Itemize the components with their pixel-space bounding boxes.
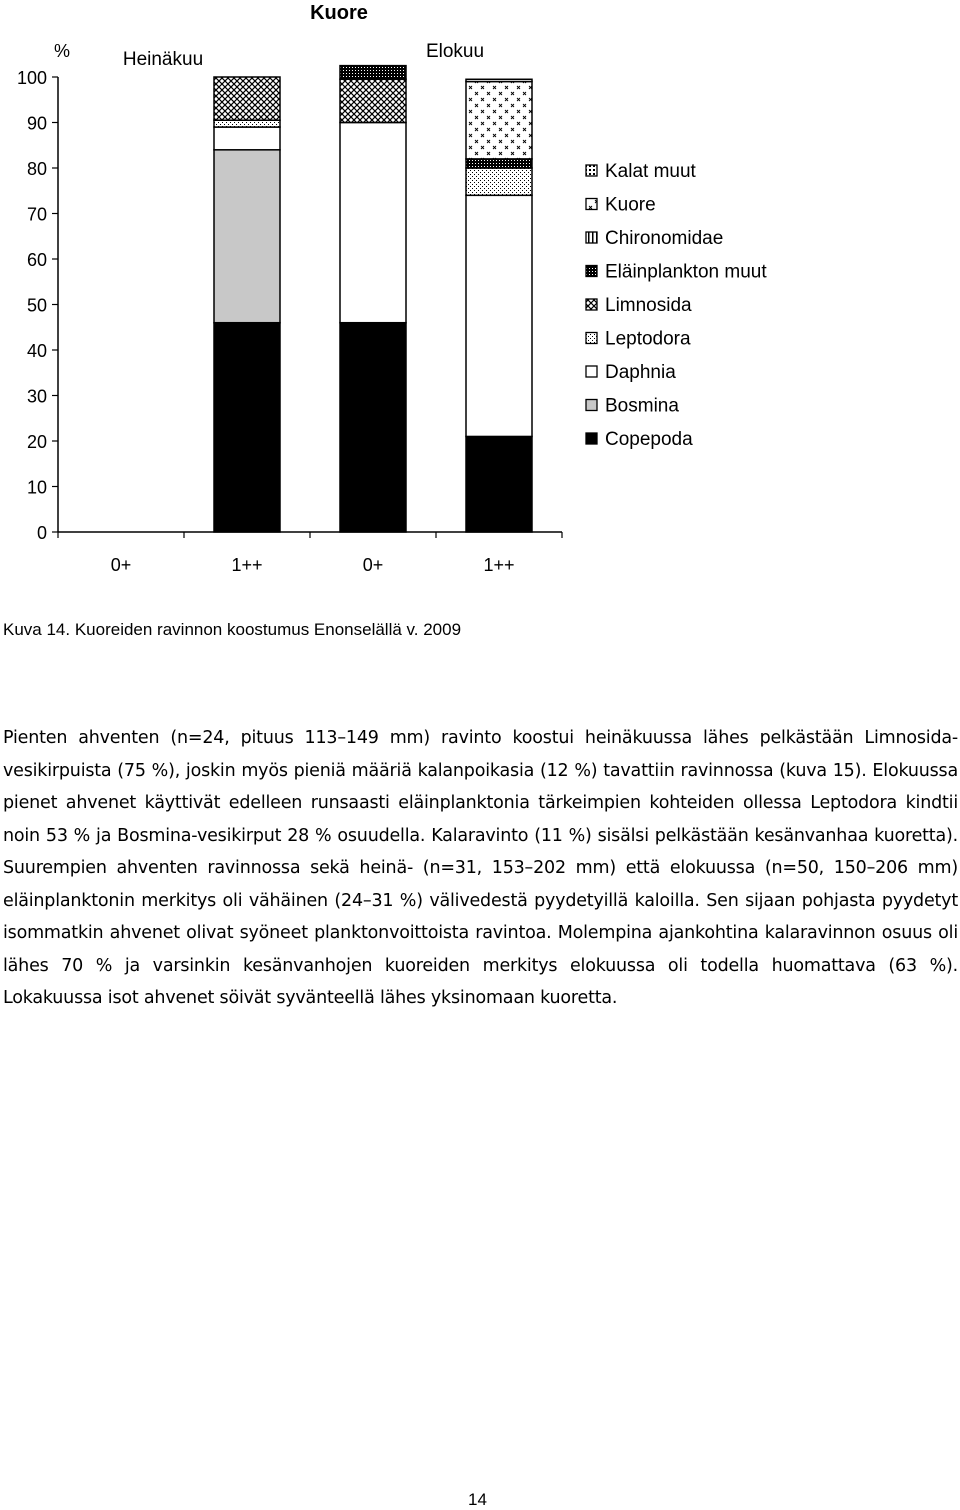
legend-label: Copepoda — [605, 429, 693, 450]
stacked-bar-chart — [0, 0, 960, 610]
bar-segment-copepoda — [340, 323, 406, 532]
y-tick-label: 20 — [26, 432, 47, 452]
bar-segment-limnosida — [340, 79, 406, 122]
legend-swatch — [586, 400, 597, 411]
y-tick-label: 30 — [26, 386, 47, 407]
x-tick-label: 0+ — [362, 555, 384, 575]
bar-segment-eläinplankton-muut — [340, 66, 406, 80]
bar-segment-eläinplankton-muut — [466, 159, 532, 168]
legend-swatch — [586, 333, 597, 344]
legend-swatch — [586, 266, 597, 277]
y-tick-label: 50 — [26, 295, 47, 316]
y-tick-label: 100 — [16, 68, 47, 88]
legend-swatch — [586, 165, 597, 176]
bar-segment-kalat-muut — [466, 79, 532, 81]
legend-label: Chironomidae — [605, 228, 724, 249]
y-tick-label: 60 — [26, 250, 47, 270]
bar-segment-leptodora — [466, 168, 532, 195]
legend-label: Kalat muut — [605, 161, 696, 182]
page-number: 14 — [468, 1490, 487, 1509]
y-tick-label: 80 — [26, 159, 47, 179]
bar-segment-daphnia — [466, 195, 532, 436]
bar-segment-copepoda — [214, 323, 280, 532]
y-axis-label: % — [53, 41, 71, 61]
y-tick-label: 0 — [36, 523, 47, 543]
group-label: Heinäkuu — [122, 49, 204, 70]
legend-swatch — [586, 232, 597, 243]
bar-segment-bosmina — [214, 150, 280, 323]
legend-swatch — [586, 366, 597, 377]
bar-segment-limnosida — [214, 77, 280, 120]
bar-segment-daphnia — [214, 127, 280, 150]
x-tick-label: 1++ — [231, 555, 263, 575]
bar-segment-copepoda — [466, 436, 532, 532]
x-tick-label: 1++ — [483, 555, 515, 575]
figure-caption: Kuva 14. Kuoreiden ravinnon koostumus Enonselällä v. 2009 — [3, 620, 462, 639]
legend-label: Kuore — [605, 194, 656, 216]
y-tick-label: 10 — [26, 477, 47, 498]
legend-swatch — [586, 433, 597, 444]
legend-label: Daphnia — [605, 362, 676, 383]
legend-swatch — [586, 299, 597, 310]
legend-label: Limnosida — [605, 295, 692, 316]
legend-label: Leptodora — [605, 328, 691, 350]
y-tick-label: 90 — [26, 113, 47, 134]
x-tick-label: 0+ — [110, 555, 132, 575]
group-label: Elokuu — [425, 41, 485, 62]
y-tick-label: 70 — [26, 204, 47, 225]
chart-title: Kuore — [310, 2, 368, 24]
legend-swatch — [586, 199, 597, 210]
y-tick-label: 40 — [26, 341, 47, 361]
bar-segment-daphnia — [340, 123, 406, 323]
bar-segment-kuore — [466, 82, 532, 159]
body-paragraph: Pienten ahventen (n=24, pituus 113–149 mm) ravinto koostui heinäkuussa lähes pelkästään Limnosida-vesikirpuista (75 %), joskin myös pieniä määriä kalanpoikasia (12 %) tavattiin ravinnossa (kuva 15). Elokuussa pienet ahvenet käyttivät edelleen runsaasti eläinplanktonia tärkeimpien kohteiden ollessa Leptodora kindtii noin 53 % ja Bosmina-vesikirput 28 % osuudella. Kalaravinto (11 %) sisälsi pelkästään kesänvanhaa kuoretta). Suurempien ahventen ravinnossa sekä heinä- (n=31, 153–202 mm) että elokuussa (n=50, 150–206 mm) eläinplanktonin merkitys oli vähäinen (24–31 %) välivedestä pyydetyillä kaloilla. Sen sijaan pohjasta pyydetyt isommatkin ahvenet olivat syöneet planktonvoittoista ravintoa. Molempina ajankohtina kalaravinnon osuus oli lähes 70 % ja varsinkin kesänvanhojen kuoreiden merkitys elokuussa oli todella huomattava (63 %). Lokakuussa isot ahvenet söivät syvänteellä lähes yksinomaan kuoretta. — [3, 728, 958, 1008]
legend-label: Bosmina — [605, 395, 679, 417]
legend-label: Eläinplankton muut — [605, 261, 767, 283]
bar-segment-leptodora — [214, 120, 280, 127]
